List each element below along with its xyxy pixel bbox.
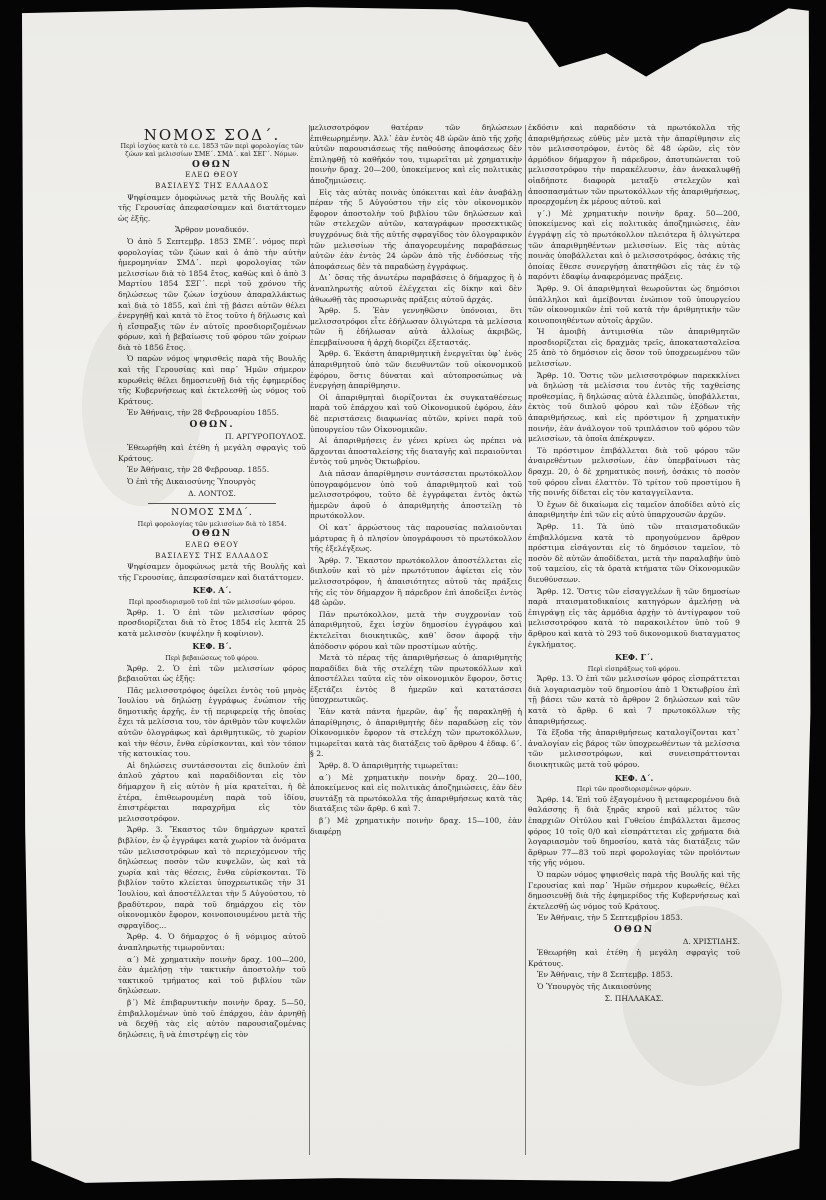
paragraph: Ἡ ἀμοιβὴ ἀντιμισθία τῶν ἀπαριθμητῶν προσδιορίζεται εἰς δραχμὰς τρεῖς, ἀποκατασταλεῖσα 25 ἀπὸ τὸ δημόσιον εἰς ὅσον τοῦ ὑποχρεωμένου τῶν μελισσίων. [528, 327, 740, 369]
signature: ΟΘΩΝ [614, 924, 654, 935]
article: Ἄρθρ. 12. Ὅστις τῶν εἰσαγγελέων ἢ τῶν δημοσίων παρὰ πταισματοδικαίοις κατηγόρων ἀμελήσῃ νὰ ἐπιγράψῃ εἰς τὰς ἀρμόδια ἀρχὴν τὸ ἀντίγραφον τοῦ μελισσοτρόφου κατὰ τὸ παρακοιλέτον ὑπὸ τοῦ 9 ἄρθρου καὶ κατὰ τὸ 293 τοῦ δικονομικοῦ διαταγματος ἐγκλήματος. [528, 586, 740, 649]
clause: γ΄.) Μὲ χρηματικὴν ποινὴν δραχ. 50—200, ὑποκείμενος καὶ εἰς πολιτικὰς ἀποζημιώσεις, ἐὰν ἐγγράψῃ εἰς τὸ πρωτόκολλον πλειότερα ἢ ὀλιγώτερα τῶν ἀπαριθμηθέντων μελισσίων. Εἰς τὰς αὐτὰς ποινὰς ὑποβάλλεται καὶ ὁ μελισσοτρόφος, ὁσάκις τῆς ὁποίας ἔθεσε συνεργήσῃ ἀπατηθῶσι εἰς τὰς ἐν τῷ παρόντι ἐδαφίῳ ἀναφερόμενας πράξεις. [528, 208, 740, 282]
grace-line: ΕΛΕΩ ΘΕΟΥ [185, 171, 239, 180]
chapter-heading: ΚΕΦ. Δ΄. [614, 772, 654, 783]
chapter-subtitle: Περὶ τῶν προσδιορισμένων φόρων. [576, 785, 692, 794]
divider [148, 503, 276, 504]
paragraph: Ὁ ἀπὸ 5 Σεπτεμβρ. 1853 ΣΜΕ΄. νόμος περὶ φορολογίας τῶν ζώων καὶ ὁ ἀπὸ τὴν αὐτὴν ἡμερομηνίαν ΣΜΔ΄. περὶ φορολογίας τῶν μελισσίων διὰ τὸ 1854 ἔτος, καθὼς καὶ ὁ ἀπὸ 3 Μαρτίου 1854 ΣΞΓ΄. περὶ τοῦ χρόνου τῆς δηλώσεως τῶν ζώων ἰσχύουν ἀπαραλλάκτως καὶ διὰ τὸ 1855, καὶ ἐπὶ τῇ βάσει αὐτῶν θέλει ἐνεργηθῇ καὶ κατὰ τὸ ἔτος τοῦτο ἡ δήλωσις καὶ ἡ εἴσπραξις τῶν ἐν αὐτοῖς προσδιοριζομένων φόρων, καὶ ἡ βεβαίωσις τοῦ φόρου τῶν χοίρων διὰ τὸ 1856 ἔτος. [118, 236, 306, 352]
clause: β΄) Μὲ χρηματικὴν ποινὴν δραχ. 15—100, ἐὰν διαφέρῃ [310, 816, 522, 836]
paragraph: Τὰ ἔξοδα τῆς ἀπαριθμήσεως καταλογίζονται κατ᾿ ἀναλογίαν εἰς βάρος τῶν ὑποχρεωθέντων τὰ μελίσσια τῶν μελισσοτρόφων, καὶ συνεισπράττονται διοικητικῶς μετὰ τοῦ φόρου. [528, 728, 740, 770]
column-1 [118, 126, 306, 1041]
signature: ΟΘΩΝ. [189, 420, 235, 431]
chapter-subtitle: Περὶ εἰσπράξεως τοῦ φόρου. [587, 664, 681, 673]
paragraph: Εἰς τὰς αὐτὰς ποινὰς ὑπόκειται καὶ ἐὰν ἀναβάλῃ πέραν τῆς 5 Αὐγούστου τὴν εἰς τὸν οἰκονομικὸν ἔφορον ἀποστολὴν τοῦ βιβλίου τῶν δηλώσεων καὶ τῶν στελεχῶν αὐτῶν, καταγράφων προσεκτικῶς συγχρόνως διὰ τῆς αὐτῆς σφραγῖδος τὸν ὁλογραφικὸν τῶν μελισσίων τῆς ἀπαγορευμένης παραβάσεως αὐτῶν ἐὰν ἐντὸς 24 ὡρῶν ἀπὸ τῆς ἐνδόσεως τῆς ἀποφάσεως δὲν τὰ παραδώσῃ ἐγγράφως. [310, 187, 522, 271]
article: Ἄρθρ. 9. Οἱ ἀπαριθμηταὶ θεωροῦνται ὡς δημόσιοι ὑπάλληλοι καὶ ἀμείβονται ἐνώπιον τοῦ ὑπουργείου τῶν οἰκονομικῶν ἐπὶ τοῦ κατὰ τὴν ἀριθμητικὴν τῶν κοινοποιηθέντων αὐτοῖς ἀρχῶν. [528, 283, 740, 325]
chapter-heading: ΚΕΦ. Α΄. [192, 585, 232, 596]
paragraph: Οἱ ἀπαριθμηταὶ διορίζονται ἐκ συγκαταθέσεως παρὰ τοῦ ἐπάρχου καὶ τοῦ Οἰκονομικοῦ ἐφόρου, ἐὰν δὲ περιστάσεις διαφωνίας αὐτῶν, κρίνει παρὰ τοῦ ὑπουργείου τῶν Οἰκονομικῶν. [310, 392, 522, 434]
intro-text-2: Ψηφίσαμεν ὁμοφώνως μετὰ τῆς Βουλῆς καὶ τῆς Γερουσίας, ἀπεφασίσαμεν καὶ διατάττομεν. [118, 562, 306, 582]
seal-note: Ἐθεωρήθη καὶ ἐτέθη ἡ μεγάλη σφραγὶς τοῦ Κράτους. [118, 443, 306, 463]
paragraph: Ὁ ἔχων δὲ δικαίωμα εἰς ταμεῖον ἀποδίδει αὐτὸ εἰς ἀπαριθμητὴν ἐπὶ τῶν εἰς αὐτὸ ὑπαρχουσῶν ἀρχῶν. [528, 499, 740, 520]
article: Ἄρθρ. 2. Ὁ ἐπὶ τῶν μελισσίων φόρος βεβαιοῦται ὡς ἑξῆς: [118, 663, 306, 684]
paragraph: Πᾶν πρωτόκολλον, μετὰ τὴν συγχρονίαν τοῦ ἀπαριθμητοῦ, ἔχει ἰσχὺν δημοσίου ἐγγράφου καὶ ἐκτελεῖται διοικητικῶς, καθ᾿ ὅσον ἀφορᾷ τὴν ἀπόδοσιν φόρου καὶ τῶν προστίμων αὐτῆς. [310, 609, 522, 651]
seal-minister: Ὁ Ὑπουργὸς τῆς Δικαιοσύνης [537, 981, 652, 991]
chapter-heading: ΚΕΦ. Β΄. [192, 641, 232, 652]
minister-name: Π. ΑΡΓΥΡΟΠΟΥΛΟΣ. [224, 431, 306, 441]
paragraph: Αἱ δηλώσεις συντάσσονται εἰς διπλοῦν ἐπὶ ἁπλοῦ χάρτου καὶ παραδίδονται εἰς τὸν δήμαρχον ἢ εἰς αὐτὸν ἡ μία κρατεῖται, ἡ δὲ ἑτέρα, ἐπιθεωρουμένη παρὰ τοῦ ἰδίου, ἐπιστρέφεται παραχρῆμα εἰς τὸν μελισσοτρόφον. [118, 760, 306, 823]
paragraph: Ὁ παρὼν νόμος ψηφισθεὶς παρὰ τῆς Βουλῆς καὶ τῆς Γερουσίας καὶ παρ᾿ Ἡμῶν σήμερον κυρωθείς, θέλει δημοσιευθῇ διὰ τῆς ἐφημερίδος τῆς Κυβερνήσεως καὶ ἐκτελεσθῇ ὡς νόμος τοῦ Κράτους. [528, 869, 740, 911]
article: Ἄρθρ. 6. Ἑκάστη ἀπαριθμητικὴ ἐνεργεῖται ὑφ᾿ ἑνὸς ἀπαριθμητοῦ ὑπὸ τῶν διευθυντῶν τοῦ οἰκονομικοῦ ἐφόρου, ὅστις δύναται καὶ αὐτοπροσώπως νὰ ἐνεργήσῃ ἀπαρίθμησιν. [310, 349, 522, 391]
seal-note: Ἐθεωρήθη καὶ ἐτέθη ἡ μεγάλη σφραγὶς τοῦ Κράτους. [528, 948, 740, 968]
law-title: ΝΟΜΟΣ ΣΟΔ΄. [143, 126, 281, 144]
paragraph: Πᾶς μελισσοτρόφος ὀφείλει ἐντὸς τοῦ μηνὸς Ἰουλίου νὰ δηλώσῃ ἐγγράφως ἐνώπιον τῆς δημοτικῆς ἀρχῆς, ἐν τῇ περιφερείᾳ τῆς ὁποίας ἔχει τὰ μελίσσια του, τὸν ἀριθμὸν τῶν κυψελῶν αὐτῶν ὁλογράφως καὶ ἀριθμητικῶς, τὸ χωρίον καὶ τὴν θέσιν, ἔνθα εὑρίσκονται, καὶ τὸν τόπον τῆς κατοικίας του. [118, 685, 306, 759]
paragraph: Οἱ κατ᾿ ἀρρώστους τὰς παρουσίας παλαιοῦνται μάρτυρας ἢ ὁ πλησίον ὑπογράφουσι τὸ πρωτόκολλον τῆς ἐξελέγξεως. [310, 522, 522, 554]
column-divider [525, 125, 526, 1155]
clause: α΄) Μὲ χρηματικὴν ποινὴν δραχ. 20—100, ἀποκείμενος καὶ εἰς πολιτικὰς ἀποζημιώσεις, ἐὰν δὲν συντάξῃ τὰ πρωτόκολλα τῆς ἀπαριθμήσεως κατὰ τὰς διατάξεις τῶν ἄρθρ. 6 καὶ 7. [310, 772, 522, 814]
clause: β΄) Μὲ ἐπιβαρυντικὴν ποινὴν δραχ. 5—50, ἐπιβαλλομένων ὑπὸ τοῦ ἐπάρχου, ἐὰν ἀρνηθῇ νὰ δεχθῇ τὰς εἰς αὐτὸν παρουσιαζομένας δηλώσεις, ἢ νὰ ἐπιστρέψῃ εἰς τὸν [118, 997, 306, 1039]
article: Ἄρθρ. 4. Ὁ δήμαρχος ὁ ἢ νόμιμος αὐτοῦ ἀναπληρωτὴς τιμωροῦνται: [118, 932, 306, 952]
intro-text: Ψηφίσαμεν ὁμοφώνως μετὰ τῆς Βουλῆς καὶ τῆς Γερουσίας ἀπεφασίσαμεν καὶ διατάττομεν ὡς ἑξῆς. [118, 192, 306, 223]
article-heading: Ἄρθρον μοναδικόν. [175, 225, 249, 235]
paragraph: Τὸ πρόστιμον ἐπιβάλλεται διὰ τοῦ φόρου τῶν ἀναιρεθέντων μελισσίων, ἐὰν ὑπερβαίνωσι τὰς δραχμ. 20, ὁ δὲ χρηματικὸς ποινή, ὁσάκις τὸ ποσὸν τοῦ φόρου εἶναι ἐλαττὸν. Τὸ τρίτον τοῦ προστίμου ἢ τῆς ποινῆς δίδεται εἰς τὸν καταγγείλαντα. [528, 445, 740, 498]
paragraph: Διὰ πᾶσαν ἀπαρίθμησιν συντάσσεται πρωτόκολλον ὑπογραφόμενον ὑπὸ τοῦ ἀπαριθμητοῦ καὶ τοῦ μελισσοτρόφου, τοῦτο δὲ ἐγγράφεται ἐντὸς ὀκτὼ ἡμερῶν ἀφοῦ ὁ ἀπαριθμητὴς ἀποστείλῃ τὸ πρωτόκολλον. [310, 469, 522, 521]
article: Ἄρθρ. 1. Ὁ ἐπὶ τῶν μελισσίων φόρος προσδιορίζεται διὰ τὸ ἔτος 1854 εἰς λεπτὰ 25 κατὰ μελισσὸν (κυψέλην ἢ κοφίνιον). [118, 607, 306, 638]
law-subtitle-2: Περὶ φορολογίας τῶν μελισσίων διὰ τὸ 1854. [137, 519, 287, 528]
law-subtitle: Περὶ ἰσχύος κατὰ τὸ ε.ε. 1853 τῶν περὶ φορολογίας τῶν ζώων καὶ μελισσίων ΣΜΕ΄. ΣΜΔ΄. καὶ ΣΕΓ΄. Νόμων. [120, 141, 304, 159]
article: Ἄρθρ. 10. Ὅστις τῶν μελισσοτρόφων παρεκκλίνει νὰ δηλώσῃ τὰ μελίσσια του ἐντὸς τῆς ταχθείσης προθεσμίας, ἢ δηλώσας αὐτὰ ἐλλειπῶς, ὑποβάλλεται, ἐκτὸς τοῦ διπλοῦ φόρου καὶ τῶν ἐξόδων τῆς ἀπαριθμήσεως, καὶ εἰς πρόστιμον ἢ χρηματικὴν ποινήν, ἐὰν ἀνάλογον τοῦ τριπλάσιον τοῦ φόρου τῶν μελισσίων, τὰ ὁποῖα ἀπέκρυψεν. [528, 370, 740, 444]
chapter-subtitle: Περὶ βεβαιώσεως τοῦ φόρου. [165, 653, 259, 662]
king-title-2: ΒΑΣΙΛΕΥΣ ΤΗΣ ΕΛΛΑΔΟΣ [155, 551, 269, 560]
article: Ἄρθρ. 8. Ὁ ἀπαριθμητὴς τιμωρεῖται: [319, 761, 459, 771]
article: Ἄρθρ. 3. Ἕκαστος τῶν δημάρχων κρατεῖ βιβλίον, ἐν ᾧ ἐγγράφει κατὰ χωρίον τὰ ὀνόματα τῶν μελισσοτρόφων καὶ τὸ περιεχόμενον τῆς δηλώσεως ποσὸν τῶν κυψελῶν, ὡς καὶ τὰ χωρία καὶ τὰς θέσεις, ἔνθα εὑρίσκονται. Τὸ βιβλίον τοῦτο κλείεται ὑποχρεωτικῶς τὴν 31 Ἰουλίου, καὶ ἀποστέλλεται τὴν 5 Αὐγούστου, τὸ βραδύτερον, παρὰ τοῦ δημάρχου εἰς τὸν οἰκονομικὸν ἔφορον, κοινοποιουμένου μετὰ τῆς σφραγῖδος... [118, 825, 306, 930]
column-3 [528, 123, 740, 1005]
paragraph: Μετὰ τὸ πέρας τῆς ἀπαριθμήσεως ὁ ἀπαριθμητὴς παραδίδει διὰ τῆς στελέχη τῶν πρωτοκόλλων καὶ ἀποστέλλει ταῦτα εἰς τὸν οἰκονομικὸν ἔφορον, ὅστις ἐξετάζει ἐντὸς 8 ἡμερῶν καὶ κατατάσσει ὑποχρεωτικῶς. [310, 653, 522, 705]
seal-date: Ἐν Ἀθήναις, τὴν 28 Φεβρουαρ. 1855. [127, 465, 270, 475]
article: Ἄρθρ. 5. Ἐὰν γεννηθῶσιν ὑπόνοιαι, ὅτι μελισσοτρόφοι εἶτε ἐδήλωσαν ὀλιγώτερα τὰ μελίσσια τῶν ἢ ἐδήλωσαν αὐτὰ ἀλλοίως ἀκριβῶς, ἐπεμβαίνουσα ἡ ἀρχὴ διορίζει ἐξεταστάς. [310, 306, 522, 347]
grace-line-2: ΕΛΕΩ ΘΕΟΥ [185, 540, 239, 549]
column-2 [310, 123, 522, 838]
date-line: Ἐν Ἀθήναις, τὴν 5 Σεπτεμβρίου 1853. [537, 913, 683, 923]
paragraph: Ὁ παρὼν νόμος ψηφισθεὶς παρὰ τῆς Βουλῆς καὶ τῆς Γερουσίας καὶ παρ᾿ Ἡμῶν σήμερον κυρωθεὶς θέλει δημοσιευθῇ διὰ τῆς ἐφημερίδος τῆς Κυβερνήσεως καὶ ἐκτελεσθῇ ὡς νόμος τοῦ Κράτους. [118, 354, 306, 406]
article: Ἄρθρ. 7. Ἕκαστον πρωτόκολλον ἀποστέλλεται εἰς διπλοῦν καὶ τὸ μὲν πρωτότυπον ἀφίεται εἰς τὸν μελισσοτρόφον, ἡ ἀπαισιότητες αὐτοῦ τὰς πράξεις τῆς εἰς τὸν δήμαρχον ἢ πάρεδρον ἐπὶ ἀποδείξει ἐντὸς 48 ὡρῶν. [310, 555, 522, 608]
seal-date: Ἐν Ἀθήναις, τὴν 8 Σεπτεμβρ. 1853. [537, 970, 673, 980]
seal-name: Δ. ΛΟΝΤΟΣ. [188, 488, 236, 498]
paragraph: Ἐὰν κατὰ πάντα ἡμερῶν, ἀφ᾿ ἧς παρακληθῇ ἡ ἀπαρίθμησις, ὁ ἀπαριθμητὴς δὲν παραδώσῃ εἰς τὸν Οἰκονομικὸν ἔφορον τὰ στελέχη τῶν πρωτοκόλλων, τιμωρεῖται κατὰ τὰς διατάξεις τοῦ ἄρθρου 4 ἐδαφ. 6΄. § 2. [310, 707, 522, 759]
clause: α΄) Μὲ χρηματικὴν ποινὴν δραχ. 100—200, ἐὰν ἀμελήσῃ τὴν τακτικὴν ἀποστολὴν τοῦ τακτικοῦ τμήματος καὶ τοῦ βιβλίου τῶν δηλώσεων. [118, 954, 306, 996]
date-line: Ἐν Ἀθήναις, τὴν 28 Φεβρουαρίου 1855. [127, 408, 279, 418]
law-title-2: ΝΟΜΟΣ ΣΜΔ΄. [171, 508, 253, 519]
article: Ἄρθρ. 14. Ἐπὶ τοῦ ἐξαγομένου ἢ μεταφερομένου διὰ θαλάσσης ἢ διὰ ξηρᾶς κηροῦ καὶ μέλιτος τῶν ἐπαρχιῶν Οἰτύλου καὶ Γυθείου ἐπιβάλλεται ἄμεσος φόρος 10 τοῖς 0/0 καὶ εἰσπράττεται εἰς χρήματα διὰ λογαριασμὸν τοῦ δημοσίου, κατὰ τὰς διατάξεις τῶν ἄρθρων 77—83 τοῦ περὶ φορολογίας τῶν προϊόντων τῆς γῆς νόμου. [528, 794, 740, 868]
seal-minister: Ὁ ἐπὶ τῆς Δικαιοσύνης Ὑπουργὸς [127, 477, 256, 486]
article: Ἄρθρ. 13. Ὁ ἐπὶ τῶν μελισσίων φόρος εἰσπράττεται διὰ λογαριασμὸν τοῦ δημοσίου ἀπὸ 1 Ὀκτωβρίου ἐπὶ τῇ βάσει τῶν κατὰ τὸ ἄρθρον 2 δηλώσεων καὶ τῶν κατὰ τὸ ἄρθρ. 6 καὶ 7 πρωτοκόλλων τῆς ἀπαριθμήσεως. [528, 674, 740, 726]
chapter-heading: ΚΕΦ. Γ΄. [614, 652, 654, 663]
king-name-2: ΟΘΩΝ [192, 529, 232, 540]
minister-name: Δ. ΧΡΙΣΤΙΔΗΣ. [682, 936, 740, 946]
seal-name: Σ. ΠΗΛΛΑΚΑΣ. [604, 993, 664, 1003]
chapter-subtitle: Περὶ προσδιορισμοῦ τοῦ ἐπὶ τῶν μελισσίων φόρου. [128, 597, 296, 606]
paragraph: ἐκδόσιν καὶ παραδόσιν τὰ πρωτόκολλα τῆς ἀπαριθμήσεως εὐθὺς μὲν μετὰ τὴν ἀπαρίθμησιν εἰς τὸν μελισσοτρόφον, ἐντὸς δὲ 48 ὡρῶν, εἰς τὸν ἁρμόδιον δήμαρχον ἢ πάρεδρον, ἀποτυπώνεται τοῦ μελισσοτρόφου τὴν παρακέλευσιν, ἐὰν ἀνακαλυφθῇ οἱαδήποτε διαφορὰ μεταξὺ στελεχῶν καὶ ἀποσπασμάτων τῶν πρωτοκόλλων τῆς ἀπαριθμήσεως, προερχομένη ἐκ μέρους αὐτοῦ. καὶ [528, 123, 740, 207]
paragraph: Αἱ ἀπαριθμήσεις ἐν γένει κρίνει ὡς πρέπει νὰ ἄρχονται ἀποσταλείσης τῆς διαταγῆς καὶ περαιοῦνται ἐντὸς τοῦ μηνὸς Ὀκτωβρίου. [310, 436, 522, 467]
paragraph: μελισσοτρόφον θατέραν τῶν δηλώσεων ἐπιθεωρημένην. Ἀλλ᾿ ἐὰν ἐντὸς 48 ὡρῶν ἀπὸ τῆς χρῆς αὐτῶν παρουσιάσεως τῆς παθούσης ἀποφάσεως δὲν ἐπιληφθῇ τὸ καθῆκόν του, τιμωρεῖται μὲ χρηματικὴν ποινὴν δραχ. 20—200, ὑποκείμενος καὶ εἰς πολιτικὰς ἀποζημιώσεις. [310, 123, 522, 185]
paragraph: Δι᾿ ὅσας τῆς ἀνωτέρω παραβάσεις ὁ δήμαρχος ἢ ὁ ἀναπληρωτὴς αὐτοῦ ἐλέγχεται εἰς δίκην καὶ δὲν ἀθωωθῇ τὰς προσωρινὰς πράξεις αὐτοῦ ἀρχάς. [310, 273, 522, 304]
king-name: ΟΘΩΝ [192, 159, 232, 170]
article: Ἄρθρ. 11. Τὰ ὑπὸ τῶν πταισματοδικῶν ἐπιβαλλόμενα κατὰ τὸ προηγούμενον ἄρθρον πρόστιμα εἰσάγονται εἰς τὸ δημόσιον ταμεῖον, τὸ ποσὸν δὲ αὐτῶν ἀποδίδεται, μετὰ τὴν παραλαβὴν ὑπὸ τοῦ ταμείου, εἰς τὰ ὁρατὰ κτήματα τῶν Οἰκονομικῶν διευθύνσεων. [528, 521, 740, 584]
king-title: ΒΑΣΙΛΕΥΣ ΤΗΣ ΕΛΛΑΔΟΣ [155, 181, 269, 190]
